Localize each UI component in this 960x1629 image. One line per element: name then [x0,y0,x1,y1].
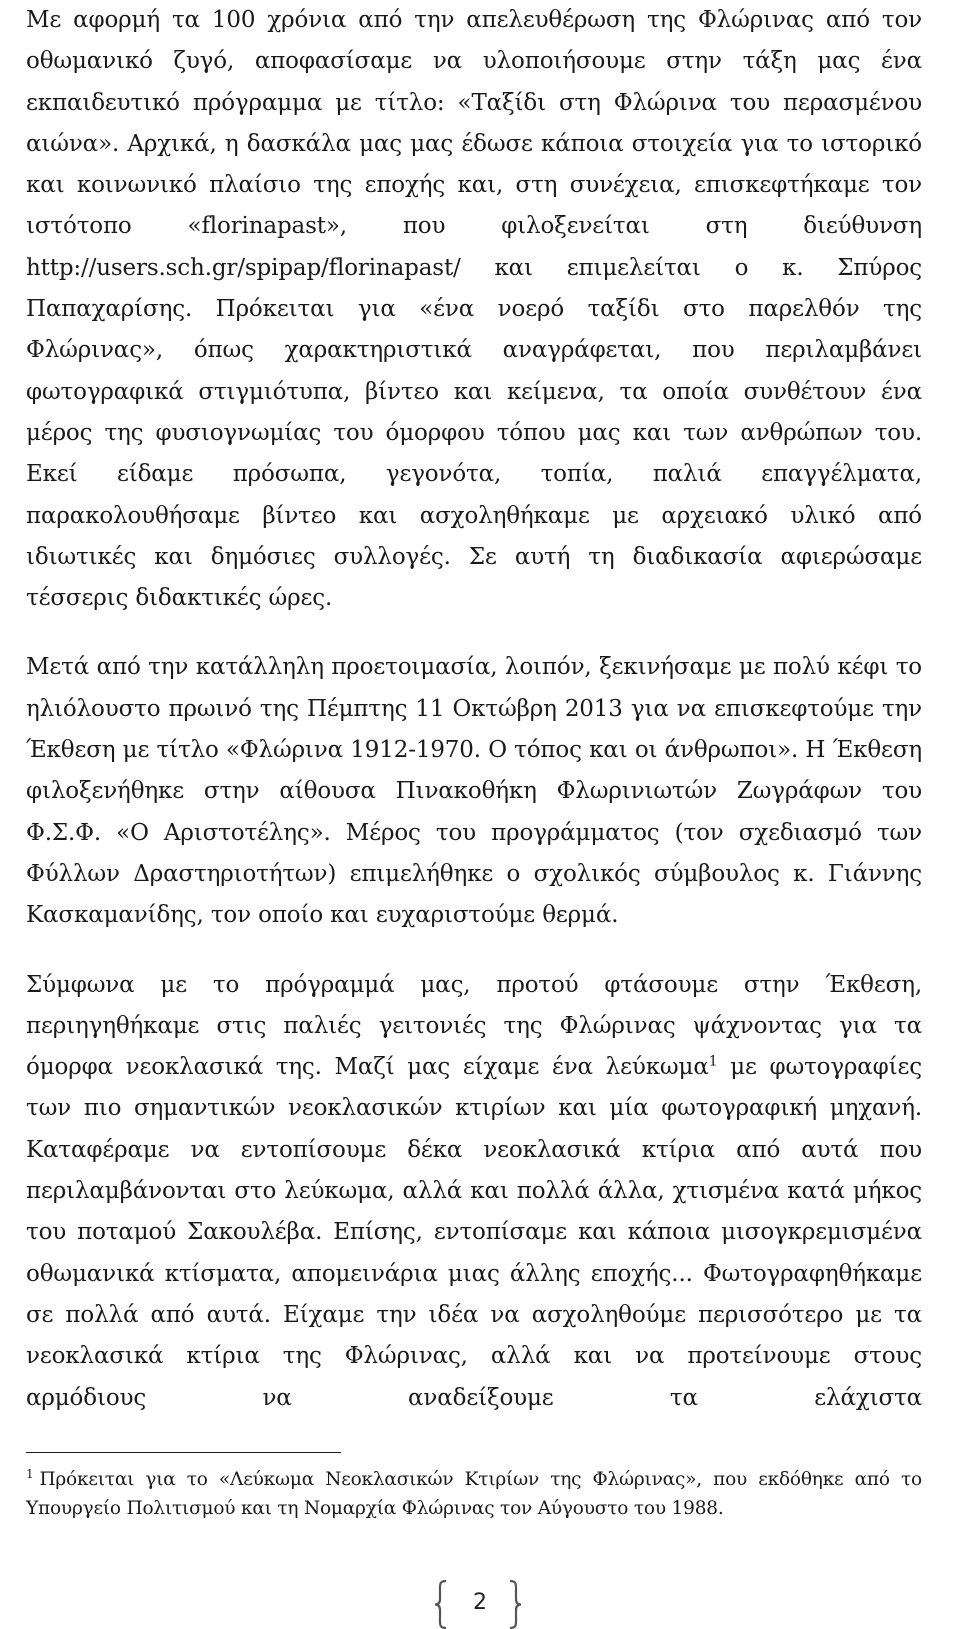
paragraph-2: Μετά από την κατάλληλη προετοιμασία, λοιπόν, ξεκινήσαμε με πολύ κέφι το ηλιόλουστο πρωινό της Πέμπτης 11 Οκτώβρη 2013 για να επισκεφτούμε την Έκθεση με τίτλο «Φλώρινα 1912-1970. Ο τόπος και οι άνθρωποι». Η Έκθεση φιλοξενήθηκε στην αίθουσα Πινακοθήκη Φλωρινιωτών Ζωγράφων του Φ.Σ.Φ. «Ο Αριστοτέλης». Μέρος του προγράμματος (τον σχεδιασμό των Φύλλων Δραστηριοτήτων) επιμελήθηκε ο σχολικός σύμβουλος κ. Γιάννης Κασκαμανίδης, τον οποίο και ευχαριστούμε θερμά. [26,654,922,929]
paragraph-3-text-b: με φωτογραφίες των πιο σημαντικών νεοκλασικών κτιρίων και μία φωτογραφική μηχανή. Καταφέραμε να εντοπίσουμε δέκα νεοκλασικά κτίρια από αυτά που περιλαμβάνονται στο λεύκωμα, αλλά και πολλά άλλα, χτισμένα κατά μήκος του ποταμού Σακουλέβα. Επίσης, εντοπίσαμε και κάποια μισογκρεμισμένα οθωμανικά κτίσματα, απομεινάρια μιας άλλης εποχής... Φωτογραφηθήκαμε σε πολλά από αυτά. Είχαμε την ιδέα να ασχοληθούμε περισσότερο με τα νεοκλασικά κτίρια της Φλώρινας, αλλά και να προτείνουμε στους αρμόδιους να αναδείξουμε τα ελάχιστα [26,1054,923,1411]
paragraph-1: Με αφορμή τα 100 χρόνια από την απελευθέρωση της Φλώρινας από τον οθωμανικό ζυγό, αποφασίσαμε να υλοποιήσουμε στην τάξη μας ένα εκπαιδευτικό πρόγραμμα με τίτλο: «Ταξίδι στη Φλώρινα του περασμένου αιώνα». Αρχικά, η δασκάλα μας μας έδωσε κάποια στοιχεία για το ιστορικό και κοινωνικό πλαίσιο της εποχής και, στη συνέχεια, επισκεφτήκαμε τον ιστότοπο «florinapast», που φιλοξενείται στη διεύθυνση http://users.sch.gr/spipap/florinapast/ και επιμελείται ο κ. Σπύρος Παπαχαρίσης. Πρόκειται για «ένα νοερό ταξίδι στο παρελθόν της Φλώρινας», όπως χαρακτηριστικά αναγράφεται, που περιλαμβάνει φωτογραφικά στιγμιότυπα, βίντεο και κείμενα, τα οποία συνθέτουν ένα μέρος της φυσιογνωμίας του όμορφου τόπου μας και των ανθρώπων του. Εκεί είδαμε πρόσωπα, γεγονότα, τοπία, παλιά επαγγέλματα, παρακολουθήσαμε βίντεο και ασχοληθήκαμε με αρχειακό υλικό από ιδιωτικές και δημόσιες συλλογές. Σε αυτή τη διαδικασία αφιερώσαμε τέσσερις διδακτικές ώρες. [26,7,922,612]
footnote-mark: 1 [26,1466,34,1481]
footnote-separator [26,1452,341,1453]
footnote-reference-mark[interactable]: 1 [708,1053,718,1070]
paragraph-3-text-a: Σύμφωνα με το πρόγραμμά μας, προτού φτάσουμε στην Έκθεση, περιηγηθήκαμε στις παλιές γειτονιές της Φλώρινας ψάχνοντας για τα όμορφα νεοκλασικά της. Μαζί μας είχαμε ένα λεύκωμα [26,971,922,1081]
footnote [26,1465,922,1523]
paragraph-3 [26,965,922,1419]
footnote-text: Πρόκειται για το «Λεύκωμα Νεοκλασικών Κτιρίων της Φλώρινας», που εκδόθηκε από το Υπουργείο Πολιτισμού και τη Νομαρχία Φλώρινας τον Αύγουστο του 1988. [26,1469,922,1519]
left-brace-icon [434,1580,448,1629]
page-number: 2 [473,1590,487,1615]
right-brace-icon [508,1580,522,1629]
page-number-area [0,1580,960,1629]
page-body [26,0,922,1419]
